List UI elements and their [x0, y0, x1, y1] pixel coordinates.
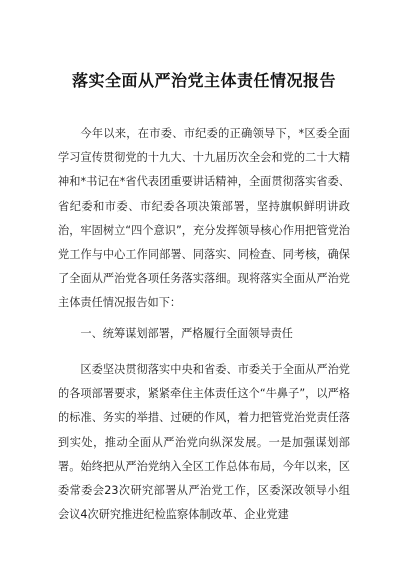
body-paragraph: 区委坚决贯彻落实中央和省委、市委关于全面从严治党的各项部署要求，紧紧牵住主体责任这个“牛鼻子”，以严格的标准、务实的举措、过硬的作风，着力把管党治党责任落到实处，推动全面从严治党向纵深发展。一是加强谋划部署。始终把从严治党纳入全区工作总体布局，今年以来，区委常委会23次研究部署从严治党工作，区委深改领导小组会议4次研究推进纪检监察体制改革、企业党建 [58, 363, 350, 522]
intro-paragraph: 今年以来，在市委、市纪委的正确领导下，*区委全面学习宣传贯彻党的十九大、十九届历次全会和党的二十大精神和*书记在*省代表团重要讲话精神，全面贯彻落实省委、省纪委和市委、市纪委各项决策部署，坚持旗帜鲜明讲政治，牢固树立“四个意识”，充分发挥领导核心作用把管党治党工作与中心工作同部署、同落实、同检查、同考核，确保了全面从严治党各项任务落实落细。现将落实全面从严治党主体责任情况报告如下： [58, 127, 350, 310]
document-title: 落实全面从严治党主体责任情况报告 [71, 71, 336, 90]
section-heading: 一、统筹谋划部署，严格履行全面领导责任 [80, 327, 293, 340]
